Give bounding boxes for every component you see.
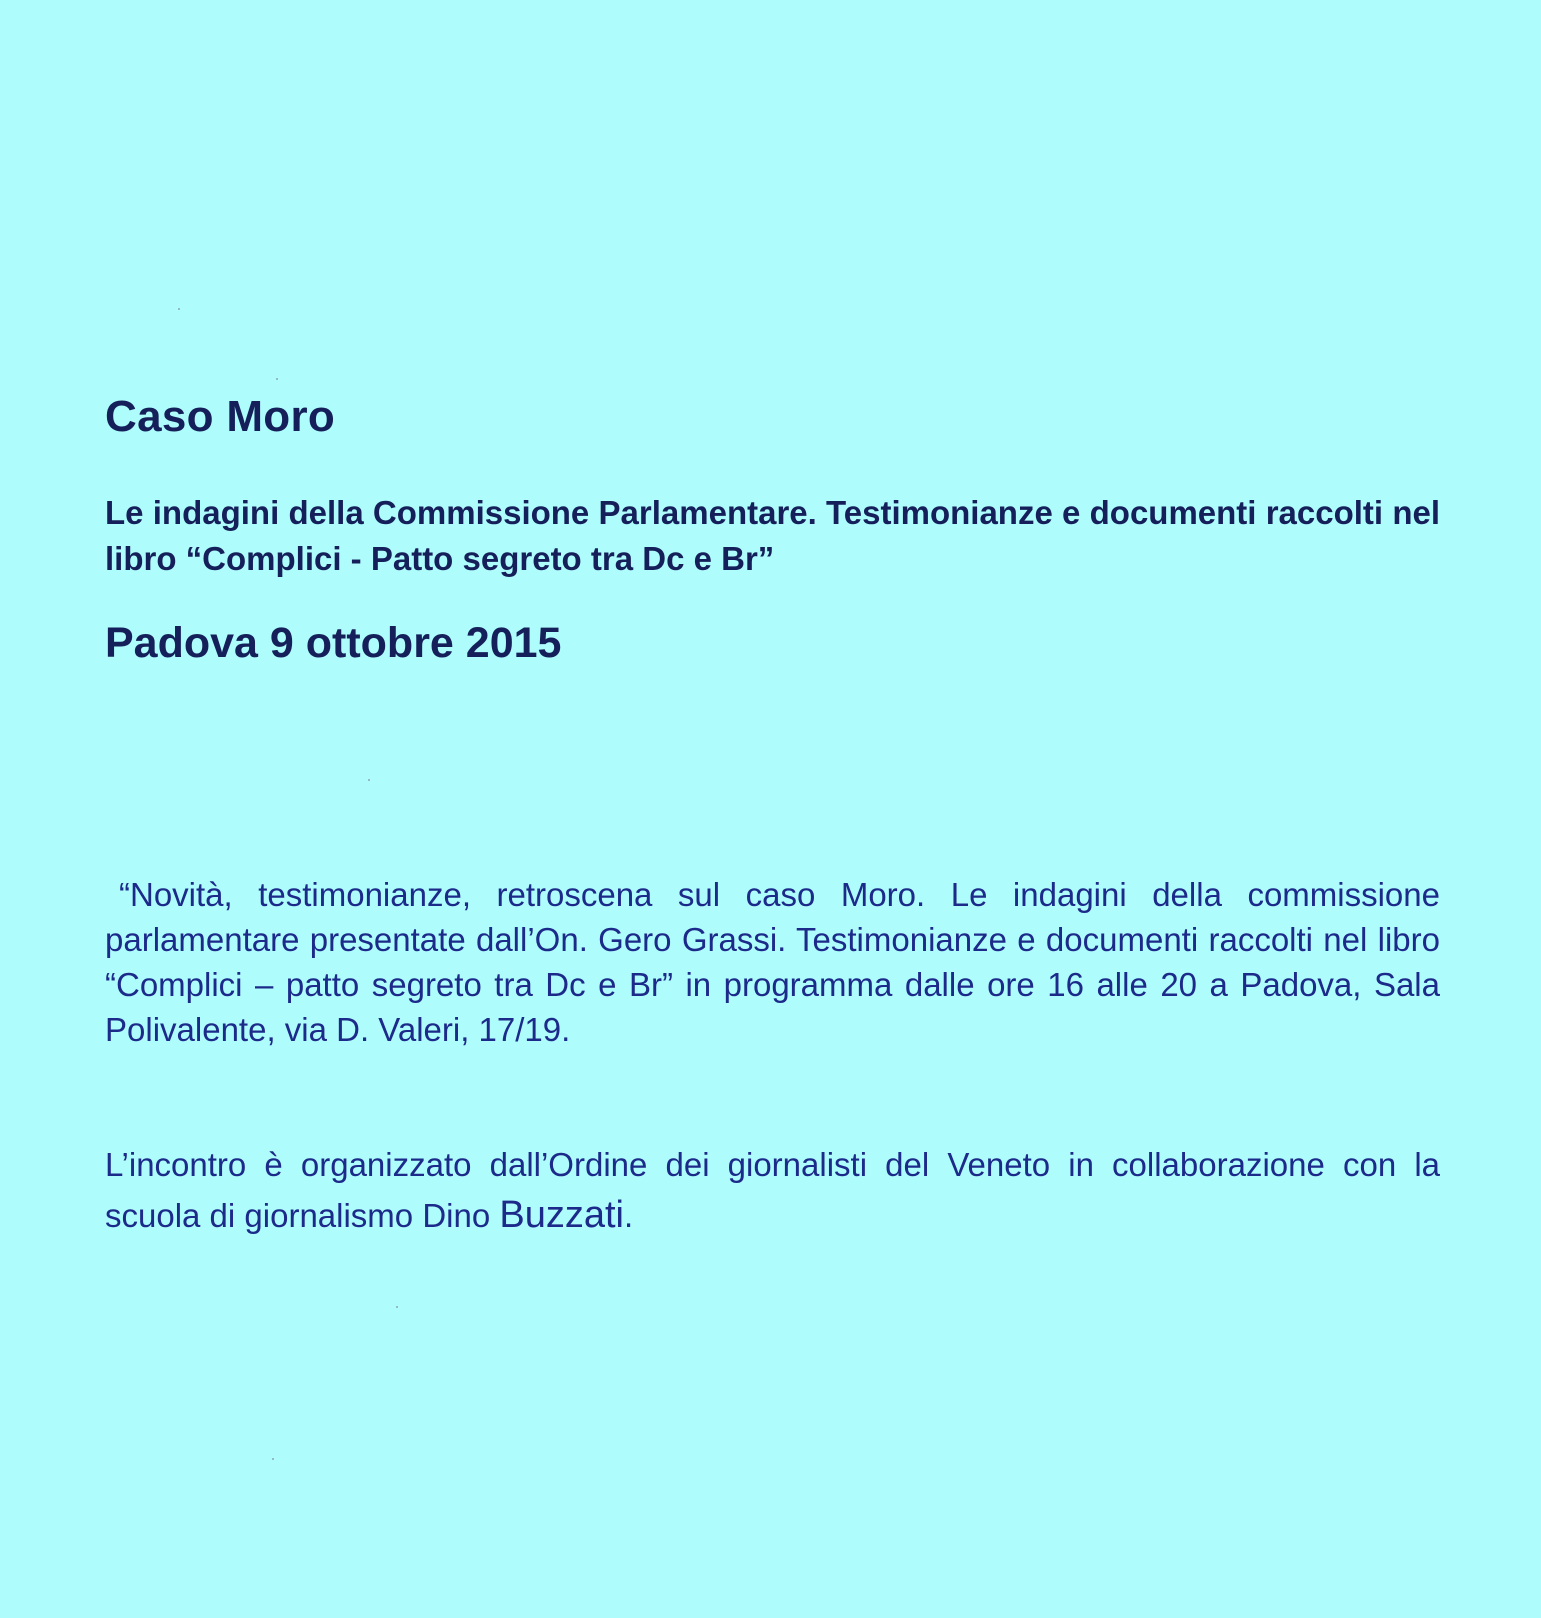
scan-speck [368,779,370,781]
paragraph-organizer-lead: L’incontro è organizzato dall’Ordine dei giornalisti del Veneto in collaborazione con la scuola di giornalismo Dino [105,1146,1440,1234]
scan-speck [276,378,278,380]
paragraph-organizer [105,1140,1440,1241]
organizer-name: Buzzati [499,1194,624,1236]
paragraph-announcement: “Novità, testimonianze, retroscena sul caso Moro. Le indagini della commissione parlamentare presentate dall’On. Gero Grassi. Testimonianze e documenti raccolti nel libro “Complici – patto segreto tra Dc e Br” in programma dalle ore 16 alle 20 a Padova, Sala Polivalente, via D. Valeri, 17/19. [105,876,1440,1048]
subtitle: Le indagini della Commissione Parlamentare. Testimonianze e documenti raccolti nel libro “Complici - Patto segreto tra Dc e Br” [105,494,1440,577]
paragraph-organizer-end: . [623,1197,634,1234]
date-heading: Padova 9 ottobre 2015 [105,619,562,667]
scan-speck [396,1306,398,1308]
scan-speck [178,308,180,310]
scan-speck [272,1458,274,1460]
page-title: Caso Moro [105,392,336,441]
